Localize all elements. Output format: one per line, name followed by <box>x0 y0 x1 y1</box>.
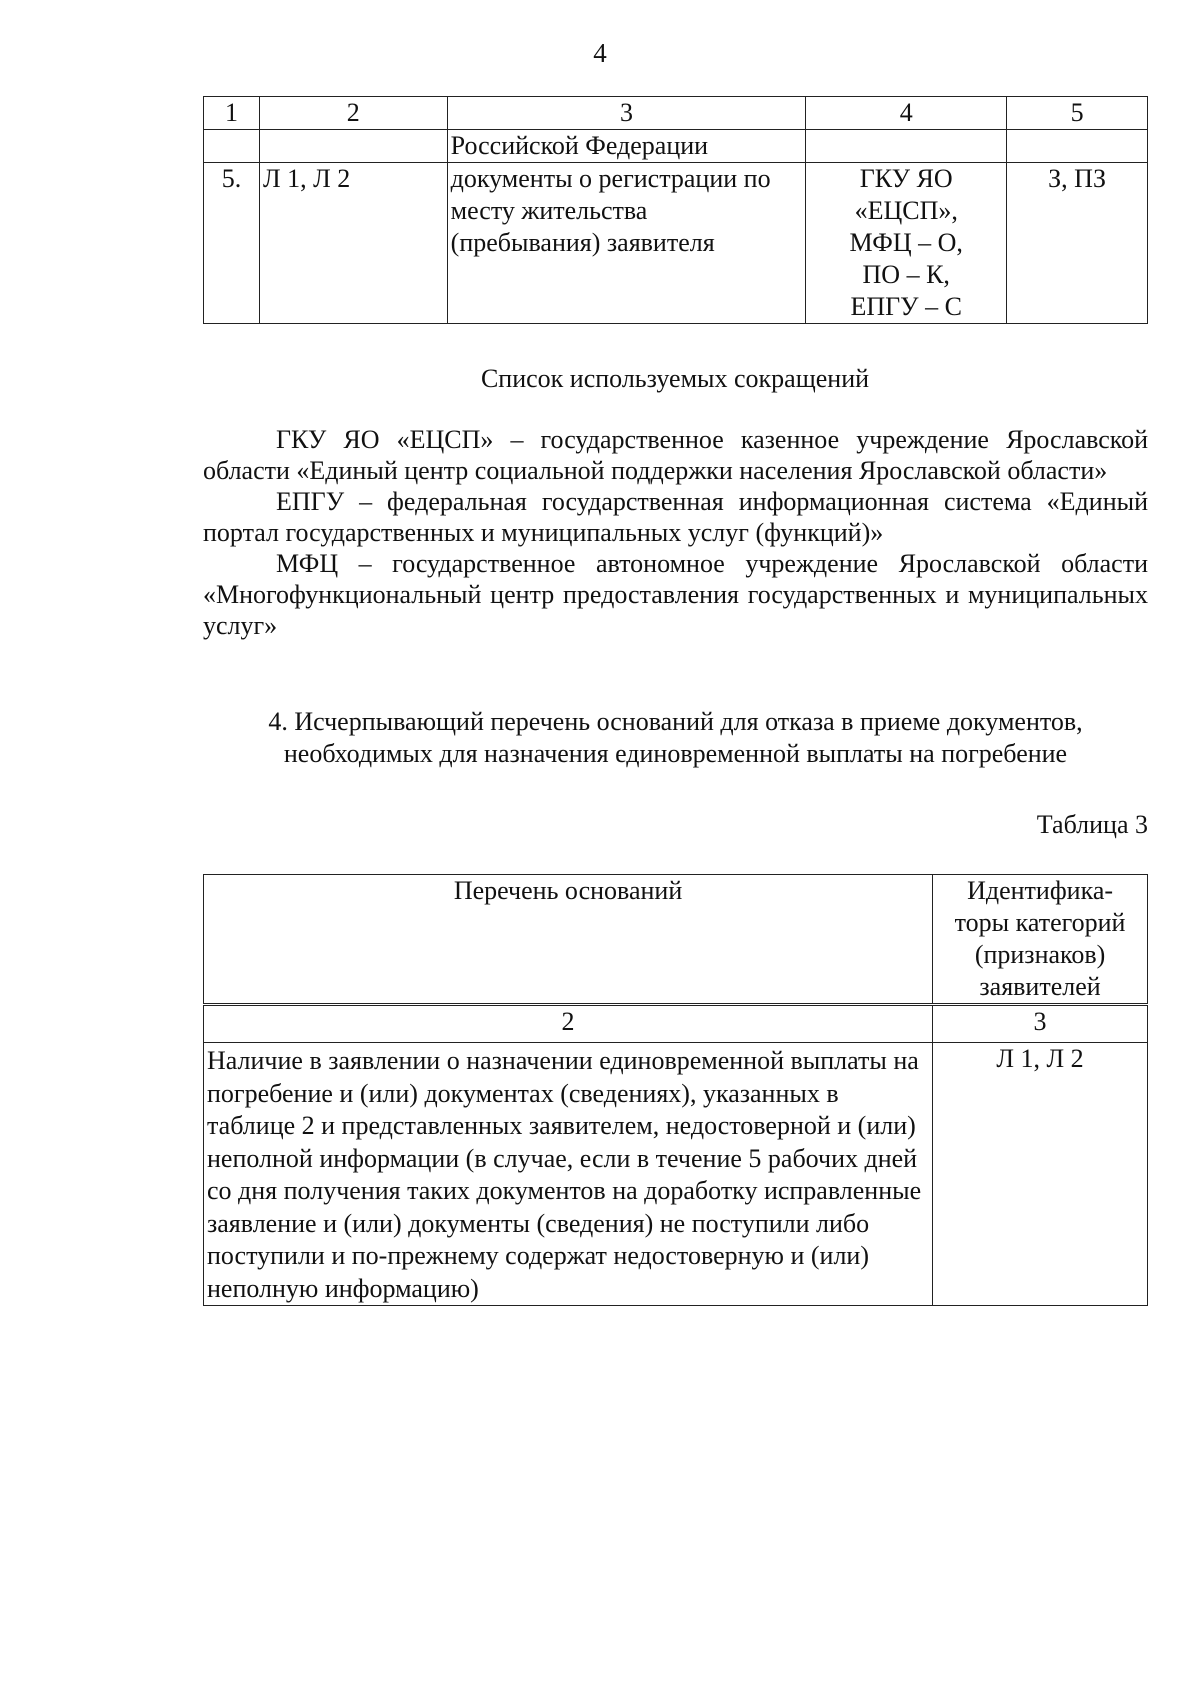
source-line: «ЕЦСП», <box>854 196 958 225</box>
header-line: заявителей <box>979 972 1101 1001</box>
cell <box>806 130 1007 163</box>
source-line: ЕПГУ – С <box>850 292 962 321</box>
row-ids: Л 1, Л 2 <box>259 163 447 324</box>
col-num: 2 <box>204 1005 933 1043</box>
section-heading <box>203 706 1148 770</box>
source-line: ПО – К, <box>862 260 950 289</box>
col-header-ids <box>933 875 1148 1005</box>
cell <box>259 130 447 163</box>
table-header-row <box>204 97 1148 130</box>
table-continuation <box>203 96 1148 324</box>
row-form: З, ПЗ <box>1007 163 1148 324</box>
page-number: 4 <box>593 38 607 68</box>
table-label: Таблица 3 <box>1036 810 1148 839</box>
abbreviations-list <box>203 424 1148 641</box>
cell: Российской Федерации <box>447 130 806 163</box>
table-row <box>204 1043 1148 1306</box>
source-line: ГКУ ЯО <box>859 164 953 193</box>
abbreviation-item: ЕПГУ – федеральная государственная информационная система «Единый портал государственных и муниципальных услуг (функций)» <box>203 487 1148 547</box>
col-header-grounds: Перечень оснований <box>204 875 933 1005</box>
cell <box>204 130 260 163</box>
abbreviations-title: Список используемых сокращений <box>480 364 870 393</box>
header-line: Идентифика- <box>967 876 1114 905</box>
col-num-3: 3 <box>447 97 806 130</box>
column-number-row <box>204 1005 1148 1043</box>
section-heading-line: необходимых для назначения единовременной выплаты на погребение <box>283 739 1068 768</box>
table-header-row <box>204 875 1148 1005</box>
header-line: торы категорий <box>954 908 1126 937</box>
section-heading-line: 4. Исчерпывающий перечень оснований для отказа в приеме документов, <box>268 707 1083 736</box>
header-line: (признаков) <box>974 940 1106 969</box>
col-num-1: 1 <box>204 97 260 130</box>
source-line: МФЦ – О, <box>849 228 963 257</box>
ground-text: Наличие в заявлении о назначении единовременной выплаты на погребение и (или) документах (сведениях), указанных в таблице 2 и представленных заявителем, недостоверной и (или) неполной информации (в случае, если в течение 5 рабочих дней со дня получения таких документов на доработку исправленные заявление и (или) документы (сведения) не поступили либо поступили и по-прежнему содержат недостоверную и (или) неполную информацию) <box>204 1043 933 1306</box>
table-row <box>204 163 1148 324</box>
row-number: 5. <box>204 163 260 324</box>
col-num: 3 <box>933 1005 1148 1043</box>
cell <box>1007 130 1148 163</box>
row-docs: документы о регистрации по месту жительства (пребывания) заявителя <box>447 163 806 324</box>
table-row <box>204 130 1148 163</box>
col-num-4: 4 <box>806 97 1007 130</box>
col-num-2: 2 <box>259 97 447 130</box>
col-num-5: 5 <box>1007 97 1148 130</box>
table-grounds <box>203 874 1148 1306</box>
ground-ids: Л 1, Л 2 <box>933 1043 1148 1306</box>
abbreviation-item: МФЦ – государственное автономное учреждение Ярославской области «Многофункциональный центр предоставления государственных и муниципальных услуг» <box>203 549 1148 640</box>
abbreviation-item: ГКУ ЯО «ЕЦСП» – государственное казенное учреждение Ярославской области «Единый центр социальной поддержки населения Ярославской области» <box>203 425 1148 485</box>
row-sources <box>806 163 1007 324</box>
